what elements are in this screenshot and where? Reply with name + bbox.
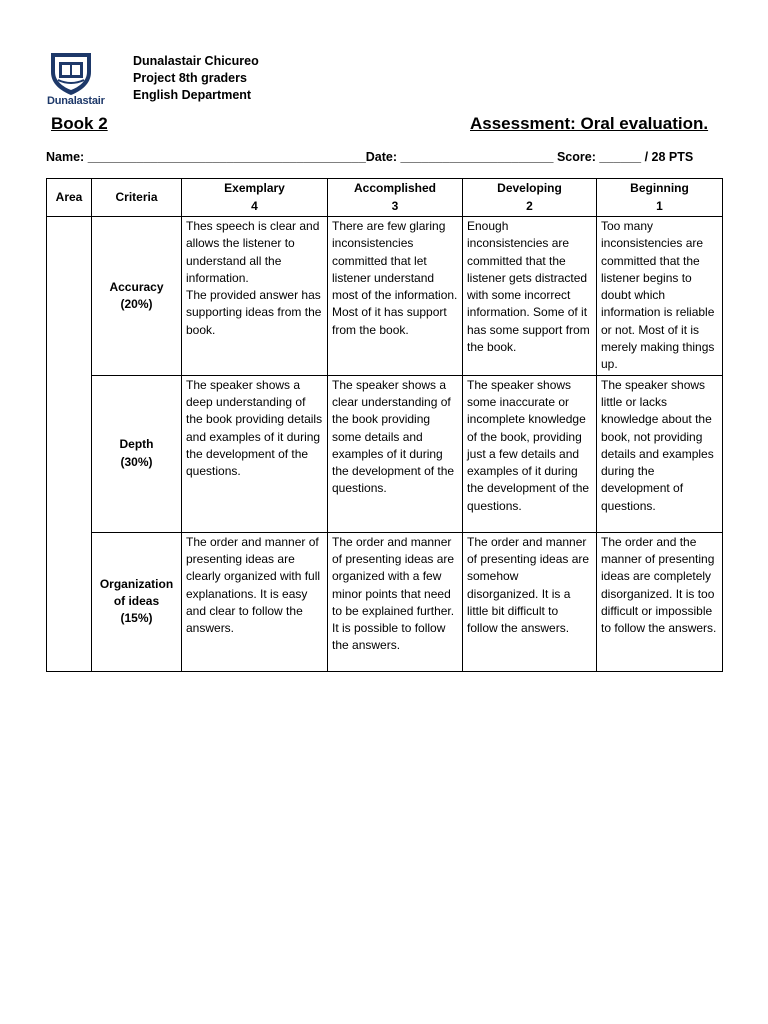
descriptor-cell: The speaker shows a deep understanding of the book providing details and examples of it during the development of the questions. xyxy=(182,375,328,532)
table-row xyxy=(47,532,723,671)
descriptor-cell: There are few glaring inconsistencies committed that let listener understand most of the information. Most of it has support from the book. xyxy=(328,217,463,376)
criterion-cell xyxy=(92,375,182,532)
level-points: 2 xyxy=(526,198,533,213)
book-title: Book 2 xyxy=(51,114,108,133)
level-header-beginning xyxy=(597,179,723,217)
criterion-cell xyxy=(92,532,182,671)
level-header-accomplished xyxy=(328,179,463,217)
criterion-weight: (15%) xyxy=(120,611,153,626)
criteria-header: Criteria xyxy=(92,179,182,217)
date-label: Date: xyxy=(365,150,398,164)
criterion-name: Depth xyxy=(119,437,154,452)
criterion-weight: (20%) xyxy=(120,296,153,311)
level-points: 3 xyxy=(391,198,399,213)
level-header-developing xyxy=(463,179,597,217)
area-header: Area xyxy=(47,179,92,217)
date-blank[interactable]: ______________________ xyxy=(400,150,554,164)
descriptor-cell: The order and the manner of presenting ideas are completely disorganized. It is too difficult or impossible to follow the answers. xyxy=(597,532,723,671)
table-row xyxy=(47,217,723,376)
name-blank[interactable]: ________________________________________ xyxy=(87,150,366,164)
descriptor-cell: The order and manner of presenting ideas are organized with a few minor points that need to be explained further. It is possible to follow the answers. xyxy=(328,532,463,671)
student-fields xyxy=(46,150,693,164)
score-total: / 28 PTS xyxy=(644,150,694,164)
descriptor-cell xyxy=(182,217,328,376)
descriptor-cell: Too many inconsistencies are committed that the listener begins to doubt which information is reliable or not. Most of it is merely making things up. xyxy=(597,217,723,376)
logo-wordmark: Dunalastair xyxy=(47,95,105,107)
descriptor-cell: The speaker shows some inaccurate or incomplete knowledge of the book, providing just a few details and examples of it during the development of the questions. xyxy=(463,375,597,532)
project-line: Project 8th graders xyxy=(133,71,247,85)
descriptor-cell: The order and manner of presenting ideas are clearly organized with full explanations. It is easy and clear to follow the answers. xyxy=(182,532,328,671)
descriptor-cell: Enough inconsistencies are committed that the listener gets distracted with some incorrect information. Some of it has some support from the book. xyxy=(463,217,597,376)
rubric-table xyxy=(46,178,723,672)
criterion-weight: (30%) xyxy=(120,454,153,469)
school-info xyxy=(133,53,259,104)
criterion-name: Accuracy xyxy=(109,279,164,294)
header-row xyxy=(47,179,723,217)
score-blank[interactable]: ______ xyxy=(599,150,642,164)
descriptor-text: Thes speech is clear and allows the listener to understand all the information. xyxy=(186,219,320,285)
school-name: Dunalastair Chicureo xyxy=(133,54,259,68)
descriptor-cell: The speaker shows a clear understanding of the book providing some details and examples of it during the development of the questions. xyxy=(328,375,463,532)
area-cell xyxy=(47,217,92,672)
name-label: Name: xyxy=(46,150,85,164)
table-row xyxy=(47,375,723,532)
level-name: Exemplary xyxy=(224,181,285,196)
level-points: 1 xyxy=(656,198,663,213)
descriptor-cell: The speaker shows little or lacks knowledge about the book, not providing details and examples during the development of questions. xyxy=(597,375,723,532)
descriptor-cell: The order and manner of presenting ideas are somehow disorganized. It is a little bit difficult to follow the answers. xyxy=(463,532,597,671)
assessment-title: Assessment: Oral evaluation. xyxy=(470,114,709,133)
score-label: Score: xyxy=(556,150,596,164)
department-line: English Department xyxy=(133,88,252,102)
level-points: 4 xyxy=(251,198,258,213)
criterion-name: Organization of ideas xyxy=(99,576,174,609)
level-name: Beginning xyxy=(630,181,689,196)
descriptor-text: The provided answer has supporting ideas from the book. xyxy=(186,288,322,337)
criterion-cell xyxy=(92,217,182,376)
level-header-exemplary xyxy=(182,179,328,217)
level-name: Accomplished xyxy=(353,181,437,196)
level-name: Developing xyxy=(497,181,562,196)
